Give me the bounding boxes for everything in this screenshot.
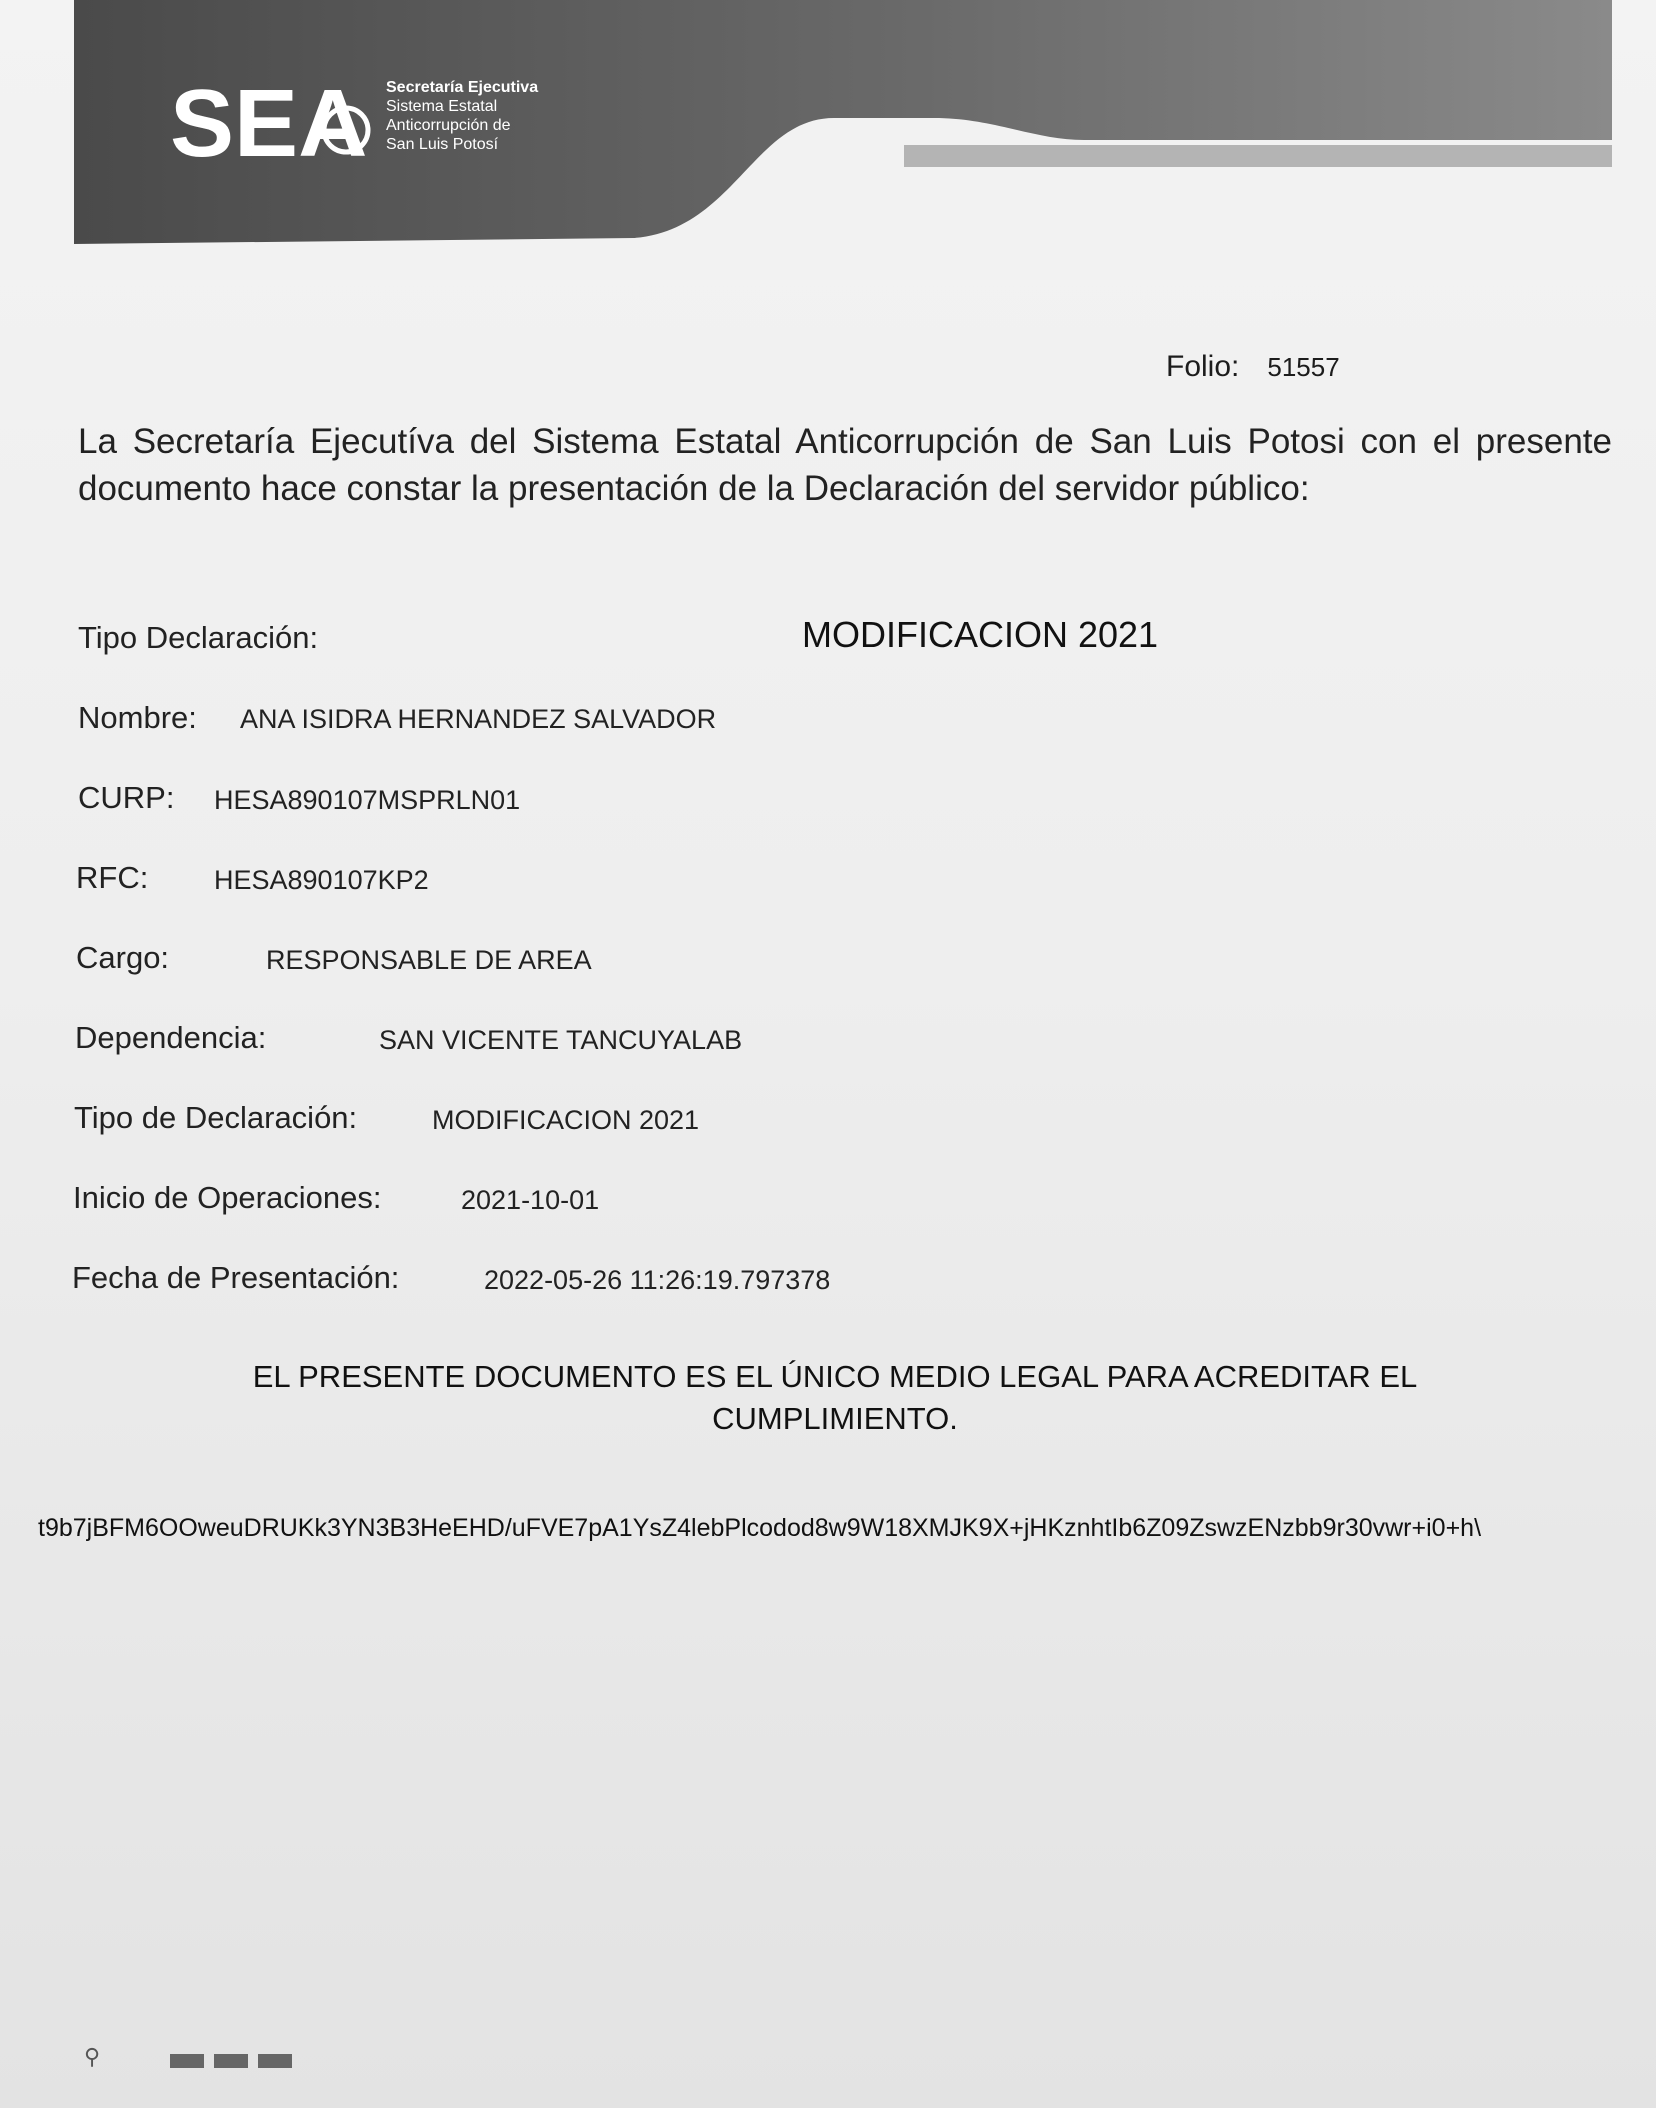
logo-caption <box>386 78 538 154</box>
nombre-label: Nombre: <box>78 700 197 735</box>
rfc-value: HESA890107KP2 <box>214 865 429 895</box>
document-header <box>74 0 1612 248</box>
tipo-de-declaracion-value: MODIFICACION 2021 <box>432 1105 700 1135</box>
fecha-label: Fecha de Presentación: <box>72 1260 400 1295</box>
folio <box>1166 350 1340 384</box>
sea-logo <box>170 72 410 172</box>
nombre-value: ANA ISIDRA HERNANDEZ SALVADOR <box>240 704 717 734</box>
dependencia-label: Dependencia: <box>75 1020 267 1055</box>
tipo-de-declaracion-label: Tipo de Declaración: <box>74 1100 358 1135</box>
dependencia-value: SAN VICENTE TANCUYALAB <box>379 1025 743 1055</box>
field-curp <box>78 780 521 816</box>
logo-line-1: Secretaría Ejecutiva <box>386 79 539 96</box>
logo-line-2: Sistema Estatal <box>386 98 498 115</box>
cargo-value: RESPONSABLE DE AREA <box>266 945 592 975</box>
legal-notice: EL PRESENTE DOCUMENTO ES EL ÚNICO MEDIO LEGAL PARA ACREDITAR EL CUMPLIMIENTO. <box>252 1359 1418 1436</box>
field-tipo-de-declaracion <box>74 1100 700 1136</box>
intro-paragraph: La Secretaría Ejecutíva del Sistema Estatal Anticorrupción de San Luis Potosi con el presente documento hace constar la presentación de la Declaración del servidor público: <box>78 422 1612 508</box>
inicio-value: 2021-10-01 <box>461 1185 600 1215</box>
verification-hash: t9b7jBFM6OOweuDRUKk3YN3B3HeEHD/uFVE7pA1YsZ4lebPlcodod8w9W18XMJK9X+jHKznhtIb6Z09ZswzENzbb9r30vwr+i0+h\ <box>38 1514 1482 1542</box>
field-inicio-operaciones <box>73 1180 600 1216</box>
cargo-label: Cargo: <box>76 940 170 975</box>
sea-logo-icon <box>170 72 410 172</box>
logo-line-4: San Luis Potosí <box>386 136 499 153</box>
rfc-label: RFC: <box>76 860 149 895</box>
field-fecha-presentacion <box>72 1260 831 1296</box>
inicio-label: Inicio de Operaciones: <box>73 1180 382 1215</box>
tipo-declaracion-label: Tipo Declaración: <box>78 620 319 655</box>
field-rfc <box>76 860 429 896</box>
fecha-value: 2022-05-26 11:26:19.797378 <box>484 1265 831 1295</box>
field-dependencia <box>75 1020 743 1056</box>
logo-mark-text: SEA <box>170 72 368 172</box>
logo-line-3: Anticorrupción de <box>386 117 511 134</box>
pin-icon: ⚲ <box>84 2044 101 2069</box>
field-nombre <box>78 700 717 736</box>
curp-label: CURP: <box>78 780 175 815</box>
footer-mark-icon <box>170 2050 330 2070</box>
folio-value: 51557 <box>1267 352 1340 382</box>
curp-value: HESA890107MSPRLN01 <box>214 785 521 815</box>
tipo-declaracion-value: MODIFICACION 2021 <box>802 614 1159 655</box>
folio-label: Folio: <box>1166 350 1240 383</box>
field-cargo <box>76 940 592 976</box>
